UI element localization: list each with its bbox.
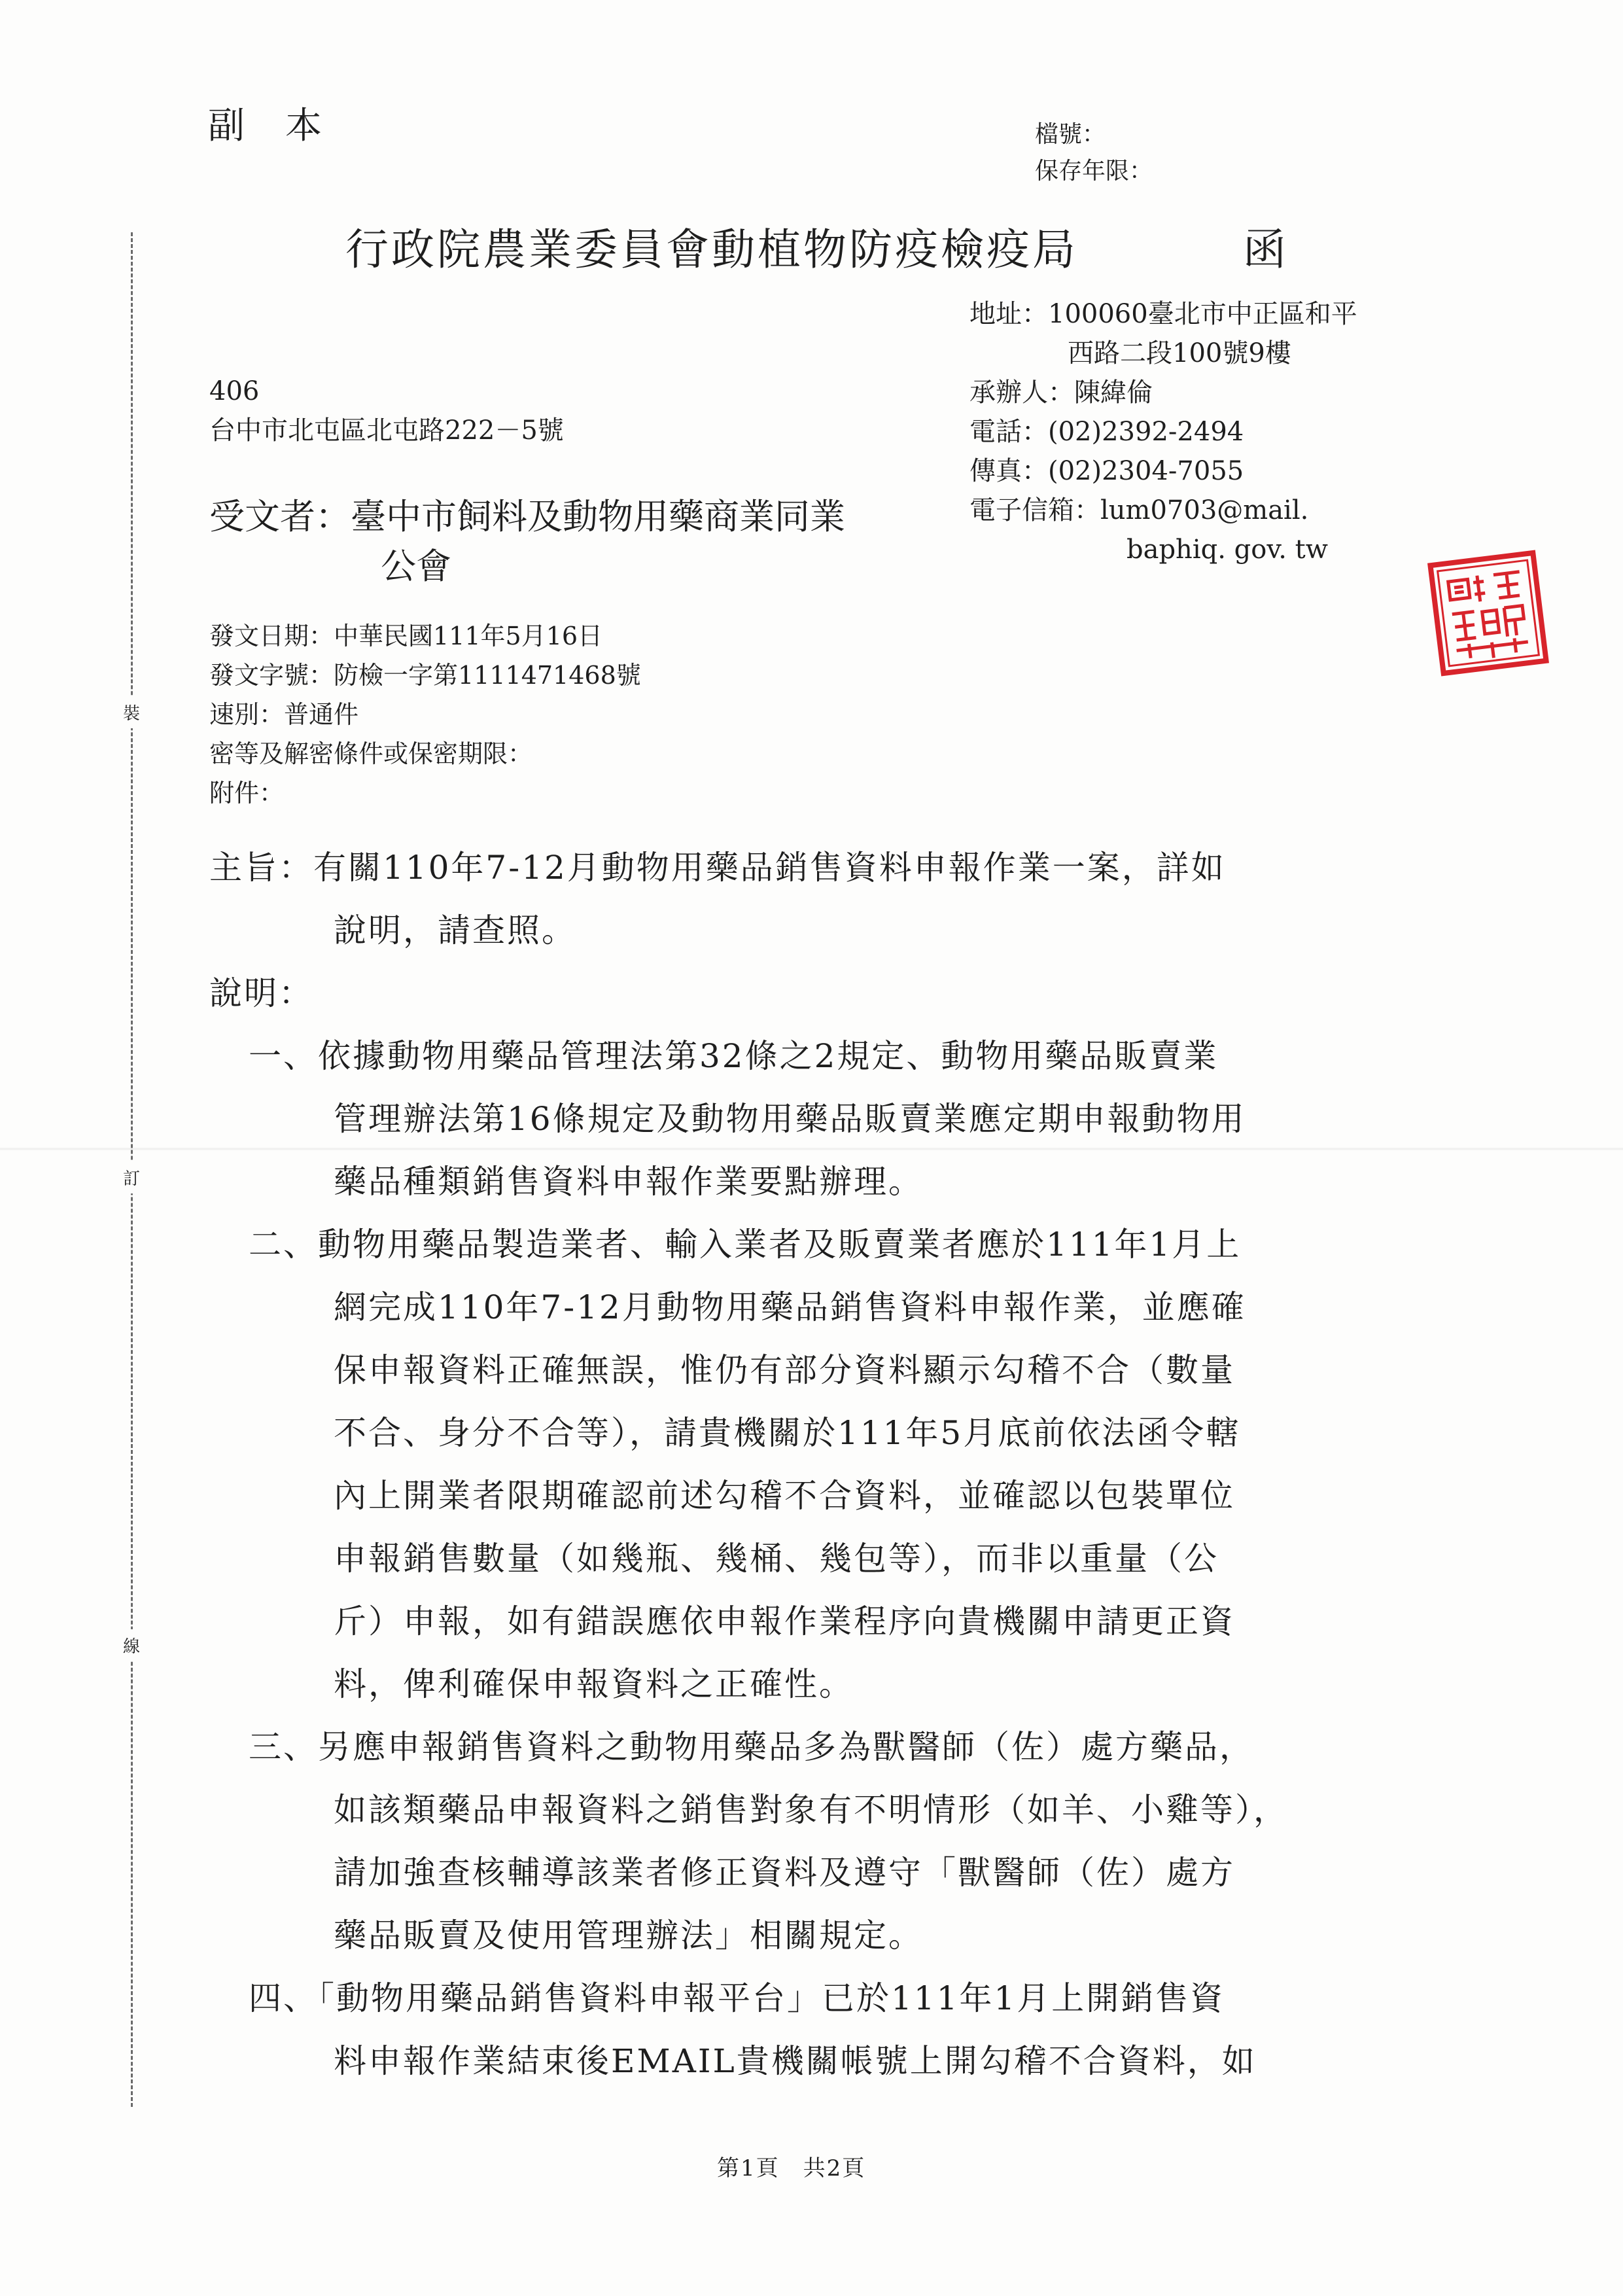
item-2-line-2: 網完成110年7-12月動物用藥品銷售資料申報作業，並應確: [334, 1288, 1246, 1326]
subject-line-1: 主旨：有關110年7-12月動物用藥品銷售資料申報作業一案，詳如: [209, 849, 1226, 887]
sender-postcode: 406: [209, 376, 260, 406]
item-2-line-6: 申報銷售數量（如幾瓶、幾桶、幾包等），而非以重量（公: [334, 1540, 1219, 1578]
official-seal-icon: [1426, 548, 1550, 677]
address-line-2: 西路二段100號9樓: [1068, 338, 1291, 368]
sender-street: 台中市北屯區北屯路222－5號: [209, 415, 564, 446]
speed-class: 速別：普通件: [209, 700, 359, 729]
item-4-line-2: 料申報作業結束後EMAIL貴機關帳號上開勾稽不合資料，如: [334, 2042, 1257, 2080]
item-2-line-5: 內上開業者限期確認前述勾稽不合資料，並確認以包裝單位: [334, 1477, 1235, 1515]
page-number: 第1頁 共2頁: [717, 2155, 866, 2181]
explanation-label: 說明：: [209, 974, 313, 1012]
subject-line-2: 說明，請查照。: [334, 911, 576, 949]
copy-label: 副本: [208, 105, 362, 147]
item-3-line-3: 請加強查核輔導該業者修正資料及遵守「獸醫師（佐）處方: [334, 1854, 1235, 1892]
item-3-line-1: 三、另應申報銷售資料之動物用藥品多為獸醫師（佐）處方藥品，: [249, 1728, 1254, 1766]
item-2-line-7: 斤）申報，如有錯誤應依申報作業程序向貴機關申請更正資: [334, 1602, 1235, 1640]
item-1-line-1: 一、依據動物用藥品管理法第32條之2規定、動物用藥品販賣業: [249, 1037, 1219, 1075]
phone: 電話：(02)2392-2494: [969, 417, 1244, 447]
document-number: 發文字號：防檢一字第1111471468號: [209, 661, 641, 690]
recipient: [209, 492, 845, 592]
file-number-label: 檔號：: [1035, 121, 1106, 148]
attachment: 附件：: [209, 779, 285, 807]
recipient-line-2: 公會: [381, 546, 451, 587]
email-line-2: baphiq. gov. tw: [1126, 535, 1328, 565]
item-1-line-2: 管理辦法第16條規定及動物用藥品販賣業應定期申報動物用: [334, 1100, 1246, 1138]
item-3-line-2: 如該類藥品申報資料之銷售對象有不明情形（如羊、小雞等），: [334, 1791, 1288, 1829]
item-2-line-4: 不合、身分不合等），請貴機關於111年5月底前依法函令轄: [334, 1414, 1241, 1452]
binding-mark-xian: 線: [122, 1629, 141, 1661]
secrecy-level: 密等及解密條件或保密期限：: [209, 739, 533, 768]
contact-block: [969, 294, 1357, 569]
fold-crease: [0, 1148, 1623, 1150]
email-line-1: 電子信箱：lum0703@mail.: [969, 495, 1309, 525]
item-2-line-3: 保申報資料正確無誤，惟仍有部分資料顯示勾稽不合（數量: [334, 1351, 1235, 1389]
item-3-line-4: 藥品販賣及使用管理辦法」相關規定。: [334, 1916, 923, 1954]
issue-date: 發文日期：中華民國111年5月16日: [209, 622, 603, 650]
document-body: [209, 836, 1288, 2093]
file-info: [1035, 116, 1153, 190]
sender-address: [209, 372, 564, 450]
item-2-line-1: 二、動物用藥品製造業者、輸入業者及販賣業者應於111年1月上: [249, 1226, 1242, 1263]
fax: 傳真：(02)2304-7055: [969, 456, 1244, 486]
document-meta: [209, 616, 641, 813]
address-line-1: 地址：100060臺北市中正區和平: [969, 299, 1357, 329]
retention-label: 保存年限：: [1035, 158, 1153, 185]
agency-title: 行政院農業委員會動植物防疫檢疫局: [345, 224, 1078, 275]
recipient-line-1: 受文者：臺中市飼料及動物用藥商業同業: [209, 496, 845, 537]
binding-mark-zhuang: 裝: [122, 696, 141, 728]
document-type: 函: [1243, 224, 1286, 275]
item-1-line-3: 藥品種類銷售資料申報作業要點辦理。: [334, 1163, 923, 1201]
item-4-line-1: 四、「動物用藥品銷售資料申報平台」已於111年1月上開銷售資: [249, 1979, 1225, 2017]
item-2-line-8: 料，俾利確保申報資料之正確性。: [334, 1665, 854, 1703]
binding-mark-ding: 訂: [122, 1161, 141, 1193]
officer: 承辦人：陳緯倫: [969, 378, 1153, 408]
